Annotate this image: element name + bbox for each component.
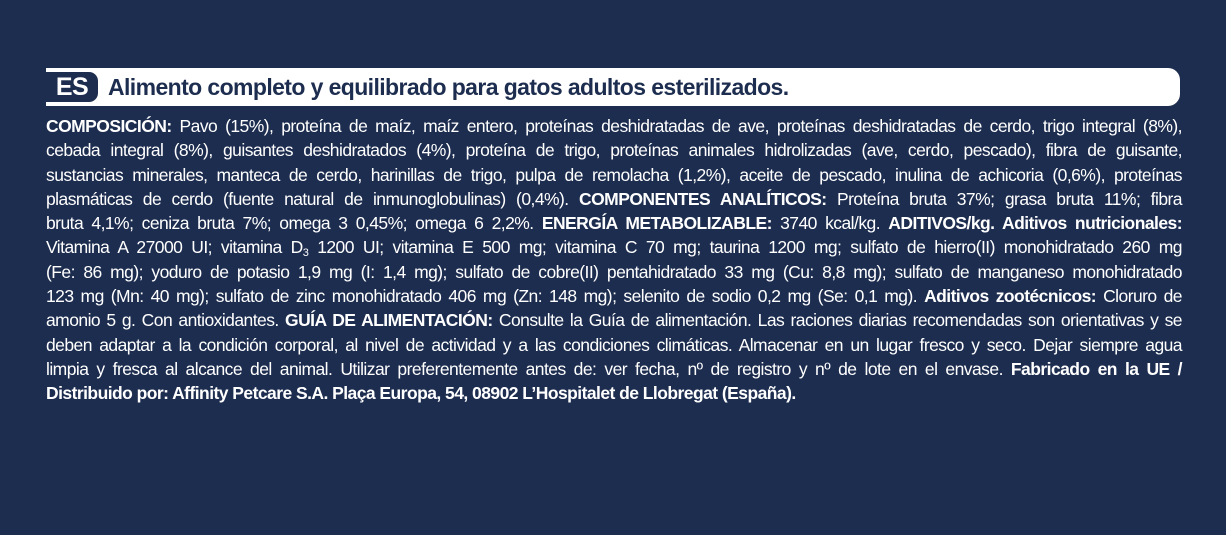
composition-text: cebada integral (8%), guisantes deshidratados (4%), proteína de trigo, proteínas animales hidrolizadas (ave, cerdo, pescado), fibra de guisante,: [46, 140, 1182, 161]
feeding-text: Consulte la Guía de alimentación. Las raciones diarias recomendadas son orientativas y se: [492, 310, 1182, 331]
zootechnical-heading: Aditivos zootécnicos:: [924, 286, 1097, 307]
composition-heading: COMPOSICIÓN:: [46, 116, 172, 136]
text-line-8: [46, 284, 1182, 308]
zootechnical-text: Cloruro de: [1096, 286, 1182, 307]
manufacturer-text: Fabricado en la UE /: [1010, 358, 1182, 379]
header-bar: [46, 68, 1180, 106]
analytical-heading: COMPONENTES ANALÍTICOS:: [579, 188, 827, 209]
analytical-text: bruta 4,1%; ceniza bruta 7%; omega 3 0,45%; omega 6 2,2%.: [46, 213, 542, 234]
additives-text: (Fe: 86 mg); yoduro de potasio 1,9 mg (I: 1,4 mg); sulfato de cobre(II) pentahidratado 33 mg (Cu: 8,8 mg); sulfato de manganeso monohidratado: [46, 261, 1182, 282]
text-line-9: [46, 308, 1182, 332]
feeding-text: deben adaptar a la condición corporal, al nivel de actividad y a las condiciones climáticas. Almacenar en un lugar fresco y seco. Dejar siempre agua: [46, 334, 1182, 355]
text-line-4: [46, 187, 1182, 211]
energy-heading: ENERGÍA METABOLIZABLE:: [541, 213, 772, 234]
additives-text: Vitamina A 27000 UI; vitamina D: [46, 237, 303, 258]
text-line-7: [46, 260, 1182, 284]
text-line-2: [46, 138, 1182, 162]
feeding-heading: GUÍA DE ALIMENTACIÓN:: [285, 310, 493, 331]
composition-text: Pavo (15%), proteína de maíz, maíz entero, proteínas deshidratadas de ave, proteínas deshidratadas de cerdo, trigo integral (8%),: [171, 116, 1182, 136]
text-line-12: [46, 381, 1182, 405]
language-badge: ES: [46, 72, 98, 102]
energy-text: 3740 kcal/kg.: [771, 213, 889, 234]
text-line-6: [46, 235, 1182, 259]
feeding-text: limpia y fresca al alcance del animal. Utilizar preferentemente antes de: ver fecha, nº de registro y nº de lote en el envase.: [46, 358, 1011, 379]
zootechnical-text: amonio 5 g. Con antioxidantes.: [46, 310, 286, 331]
product-description-title: Alimento completo y equilibrado para gatos adultos esterilizados.: [108, 74, 789, 100]
analytical-text: Proteína bruta 37%; grasa bruta 11%; fibra: [826, 188, 1182, 209]
label-body-text: [46, 114, 1182, 406]
additives-text: 1200 UI; vitamina E 500 mg; vitamina C 70 mg; taurina 1200 mg; sulfato de hierro(II) monohidratado 260 mg: [308, 237, 1182, 258]
manufacturer-text: Distribuido por: Affinity Petcare S.A. Plaça Europa, 54, 08902 L’Hospitalet de Llobregat (España).: [46, 383, 796, 404]
text-line-1: [46, 114, 1182, 138]
text-line-10: [46, 333, 1182, 357]
composition-text: plasmáticas de cerdo (fuente natural de inmunoglobulinas) (0,4%).: [46, 188, 580, 209]
d3-subscript: 3: [302, 247, 309, 260]
text-line-11: [46, 357, 1182, 381]
text-line-3: [46, 163, 1182, 187]
text-line-5: [46, 211, 1182, 235]
additives-heading: ADITIVOS/kg. Aditivos nutricionales:: [888, 213, 1182, 234]
additives-text: 123 mg (Mn: 40 mg); sulfato de zinc monohidratado 406 mg (Zn: 148 mg); selenito de sodio 0,2 mg (Se: 0,1 mg).: [46, 286, 925, 307]
composition-text: sustancias minerales, manteca de cerdo, harinillas de trigo, pulpa de remolacha (1,2%), aceite de pescado, inulina de achicoria (0,6%), proteínas: [46, 164, 1182, 185]
